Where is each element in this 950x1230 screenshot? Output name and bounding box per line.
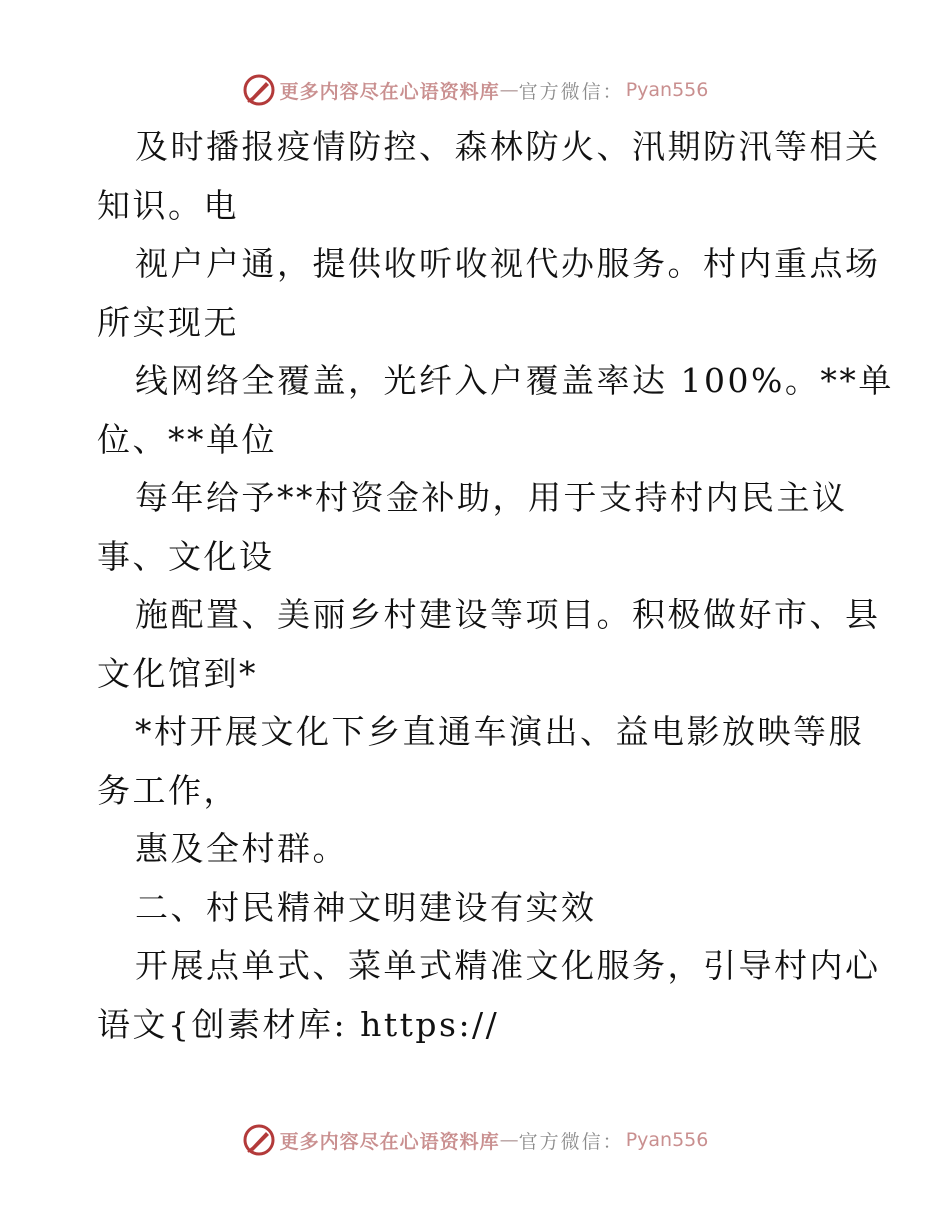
watermark-dash: —: [499, 79, 519, 101]
paragraph-line: 开展点单式、菜单式精准文化服务，引导村内心: [135, 946, 881, 985]
paragraph-line: 务工作，: [97, 770, 239, 810]
watermark-id: Pyan556: [625, 1129, 709, 1151]
quill-logo-icon: [242, 1123, 276, 1157]
paragraph-line: 语文{创素材库: https://: [97, 1004, 500, 1044]
paragraph-line: 线网络全覆盖，光纤入户覆盖率达 100%。**单: [135, 361, 894, 400]
watermark-side-text: 官方微信：: [518, 1130, 624, 1153]
watermark-main-text: 更多内容尽在心语资料库: [279, 80, 500, 103]
document-body: [97, 118, 894, 1054]
footer-watermark: [0, 1120, 950, 1160]
paragraph-line: *村开展文化下乡直通车演出、益电影放映等服: [135, 712, 864, 751]
watermark-dash: —: [499, 1129, 519, 1151]
header-watermark: [0, 70, 950, 110]
quill-logo-icon: [242, 73, 276, 107]
paragraph-line: 及时播报疫情防控、森林防火、汛期防汛等相关: [135, 127, 881, 166]
watermark-id: Pyan556: [625, 79, 709, 101]
paragraph-line: 惠及全村群。: [135, 829, 348, 868]
paragraph-line: 事、文化设: [97, 536, 275, 576]
paragraph-line: 视户户通，提供收听收视代办服务。村内重点场: [135, 244, 881, 283]
paragraph-line: 文化馆到*: [97, 653, 258, 693]
paragraph-line: 位、**单位: [97, 419, 277, 459]
section-heading: 二、村民精神文明建设有实效: [135, 887, 597, 927]
paragraph-line: 施配置、美丽乡村建设等项目。积极做好市、县: [135, 595, 881, 634]
watermark-side-text: 官方微信：: [518, 80, 624, 103]
paragraph-line: 所实现无: [97, 302, 239, 342]
paragraph-line: 知识。电: [97, 185, 239, 225]
paragraph-line: 每年给予**村资金补助，用于支持村内民主议: [135, 478, 848, 517]
watermark-main-text: 更多内容尽在心语资料库: [279, 1130, 500, 1153]
